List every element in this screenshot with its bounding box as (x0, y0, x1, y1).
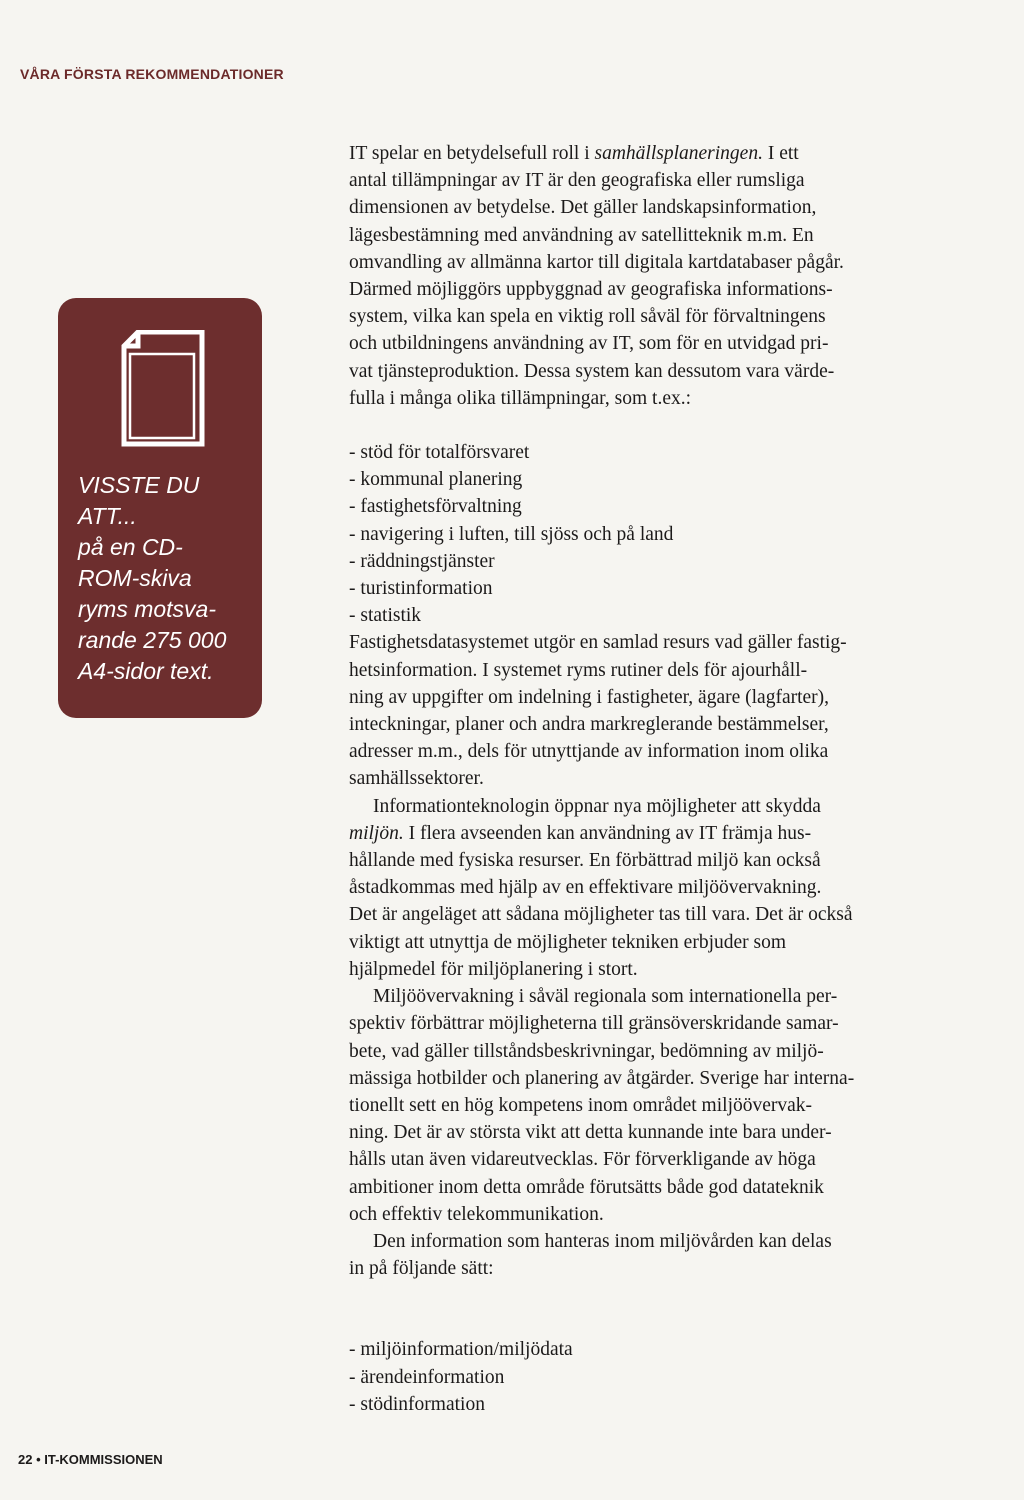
text-line: adresser m.m., dels för utnyttjande av information inom olika (349, 741, 829, 763)
text-line: vat tjänsteproduktion. Dessa system kan dessutom vara värde- (349, 360, 835, 382)
sidebar-line: A4-sidor text. (78, 658, 214, 684)
text-line: Fastighetsdatasystemet utgör en samlad resurs vad gäller fastig- (349, 632, 847, 654)
text-line: antal tillämpningar av IT är den geografiska eller rumsliga (349, 170, 805, 192)
text-line: hålls utan även vidareutvecklas. För förverkligande av höga (349, 1149, 816, 1171)
list-item: - turistinformation (349, 578, 493, 600)
did-you-know-box (58, 298, 262, 718)
text-line: fulla i många olika tillämpningar, som t.ex.: (349, 387, 692, 409)
text-line: system, vilka kan spela en viktig roll såväl för förvaltningens (349, 306, 826, 328)
paragraph-environment (349, 793, 921, 983)
list-item: - räddningstjänster (349, 550, 495, 572)
paragraph-monitoring (349, 983, 921, 1228)
main-text-column (349, 140, 921, 1418)
list-item: - navigering i luften, till sjöss och på land (349, 523, 674, 545)
sidebar-line: ROM-skiva (78, 565, 192, 591)
text-line: Miljöövervakning i såväl regionala som internationella per- (373, 986, 838, 1008)
list-item: - kommunal planering (349, 469, 523, 491)
text-line: viktigt att utnyttja de möjligheter tekniken erbjuder som (349, 931, 787, 953)
text-line: Därmed möjliggörs uppbyggnad av geografiska informations- (349, 279, 833, 301)
text-line: mässiga hotbilder och planering av åtgärder. Sverige har interna- (349, 1067, 855, 1089)
text-line: lägesbestämning med användning av satellitteknik m.m. En (349, 224, 814, 246)
text-line: miljön. I flera avseenden kan användning av IT främja hus- (349, 822, 812, 844)
paragraph-environment-info (349, 1228, 921, 1282)
sidebar-line: på en CD- (78, 534, 183, 560)
text-line: och utbildningens användning av IT, som för en utvidgad pri- (349, 333, 829, 355)
list-item: - miljöinformation/miljödata (349, 1339, 573, 1361)
text-line: spektiv förbättrar möjligheterna till gränsöverskridande samar- (349, 1013, 839, 1035)
page-footer: 22 • IT-KOMMISSIONEN (18, 1452, 163, 1467)
text-line: Informationteknologin öppnar nya möjligheter att skydda (373, 795, 821, 817)
text-line: IT spelar en betydelsefull roll i samhällsplaneringen. I ett (349, 143, 799, 164)
text-line: ambitioner inom detta område förutsätts både god datateknik (349, 1176, 824, 1198)
environment-info-list (349, 1336, 921, 1418)
text-line: hetsinformation. I systemet ryms rutiner dels för ajourhåll- (349, 659, 808, 681)
sidebar-line: ryms motsva- (78, 596, 216, 622)
did-you-know-text (78, 470, 258, 687)
text-line: dimensionen av betydelse. Det gäller landskapsinformation, (349, 197, 817, 219)
list-item: - stöd för totalförsvaret (349, 442, 530, 464)
paragraph-property-data (349, 629, 921, 792)
sidebar-line: ATT... (78, 503, 137, 529)
sidebar-line: VISSTE DU (78, 472, 200, 498)
text-line: ning av uppgifter om indelning i fastigheter, ägare (lagfarter), (349, 686, 830, 708)
text-line: åstadkommas med hjälp av en effektivare miljöövervakning. (349, 877, 822, 899)
paragraph-geography (349, 140, 921, 412)
list-item: - ärendeinformation (349, 1366, 505, 1388)
text-line: hjälpmedel för miljöplanering i stort. (349, 958, 638, 980)
sidebar-line: rande 275 000 (78, 627, 227, 653)
text-line: omvandling av allmänna kartor till digitala kartdatabaser pågår. (349, 251, 844, 273)
text-line: hållande med fysiska resurser. En förbättrad miljö kan också (349, 850, 821, 872)
text-line: bete, vad gäller tillståndsbeskrivningar, bedömning av miljö- (349, 1040, 824, 1062)
document-icon (118, 330, 208, 450)
text-line: Den information som hanteras inom miljövården kan delas (373, 1230, 832, 1252)
text-line: samhällssektorer. (349, 768, 484, 790)
list-item: - stödinformation (349, 1393, 485, 1415)
text-line: Det är angeläget att sådana möjligheter tas till vara. Det är också (349, 904, 853, 926)
text-line: in på följande sätt: (349, 1258, 494, 1280)
text-line: tionellt sett en hög kompetens inom området miljöövervak- (349, 1094, 813, 1116)
text-line: ning. Det är av största vikt att detta kunnande inte bara under- (349, 1122, 832, 1144)
list-item: - statistik (349, 605, 422, 627)
text-line: inteckningar, planer och andra markreglerande bestämmelser, (349, 714, 829, 736)
text-line: och effektiv telekommunikation. (349, 1203, 604, 1225)
application-list (349, 439, 921, 629)
section-header: VÅRA FÖRSTA REKOMMENDATIONER (20, 66, 284, 82)
list-item: - fastighetsförvaltning (349, 496, 522, 518)
